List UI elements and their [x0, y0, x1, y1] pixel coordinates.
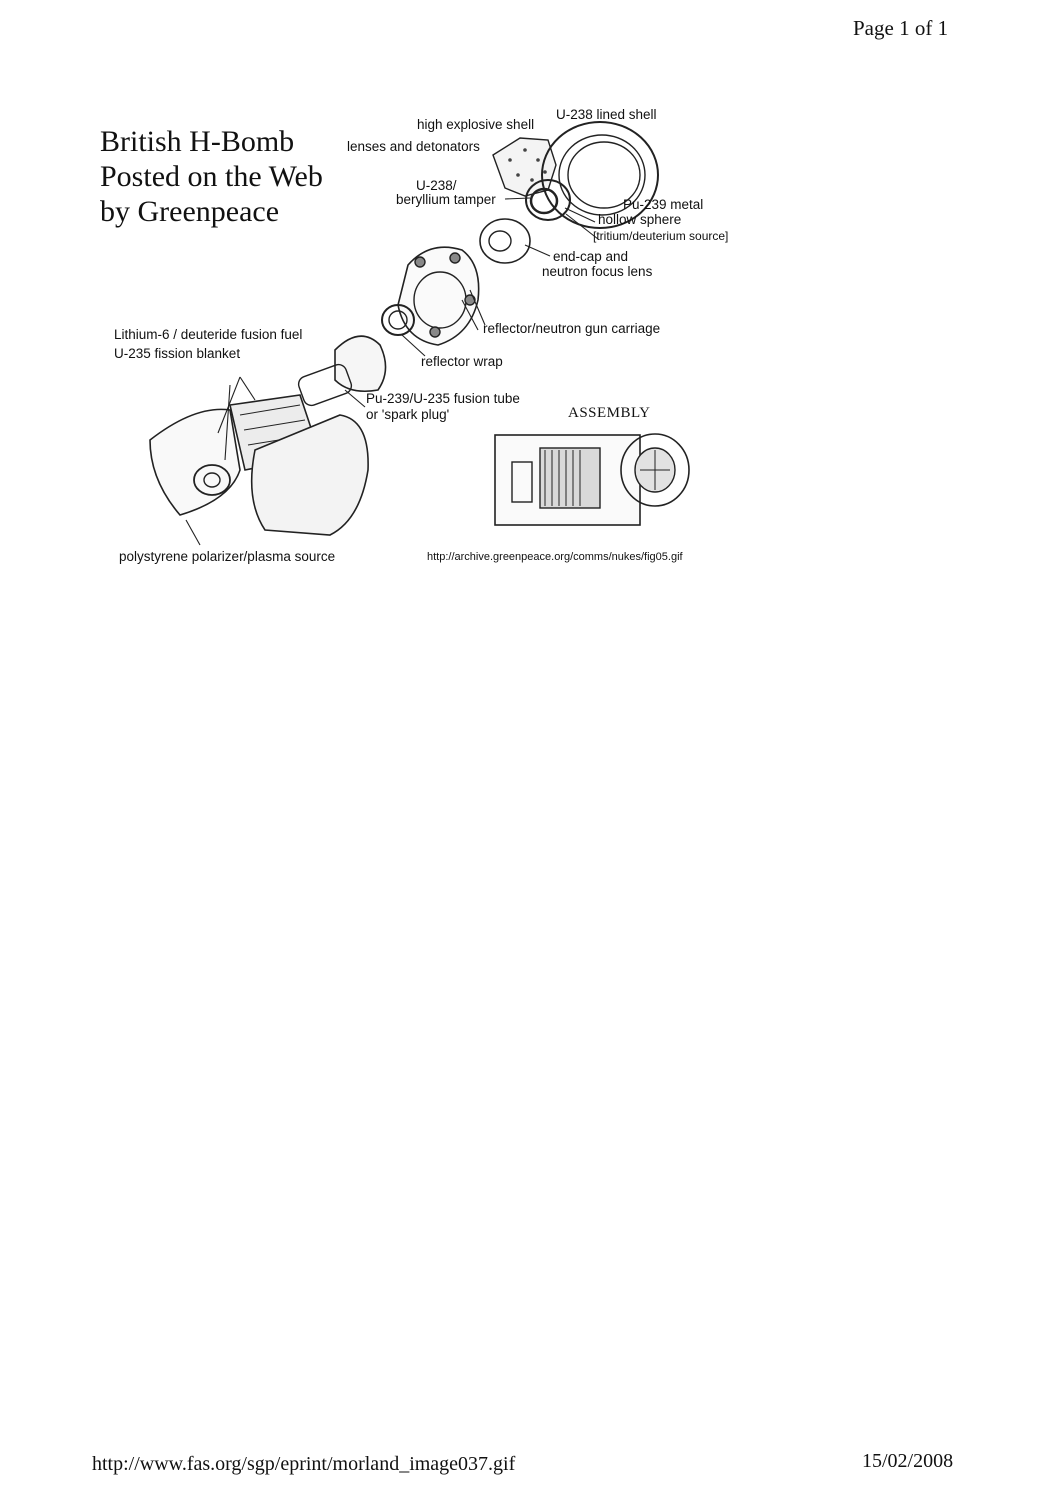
label-pu239-metal: Pu-239 metal — [623, 197, 704, 212]
label-reflector-wrap: reflector wrap — [421, 354, 503, 369]
footer-url[interactable]: http://www.fas.org/sgp/eprint/morland_image037.gif — [92, 1453, 516, 1475]
label-reflector-carriage: reflector/neutron gun carriage — [483, 321, 661, 336]
label-high-explosive-shell: high explosive shell — [417, 117, 535, 132]
label-hollow-sphere: hollow sphere — [598, 212, 682, 227]
label-lithium-fuel: Lithium-6 / deuteride fusion fuel — [114, 327, 303, 342]
title-line-1: British H-Bomb — [100, 125, 295, 158]
end-cap-shape — [480, 219, 530, 263]
label-beryllium-tamper: beryllium tamper — [396, 192, 496, 207]
label-spark-plug: or 'spark plug' — [366, 407, 450, 422]
footer-date: 15/02/2008 — [862, 1450, 954, 1472]
source-url: http://archive.greenpeace.org/comms/nukes/fig05.gif — [427, 551, 683, 563]
polarizer-shape — [150, 409, 240, 515]
label-tritium-source: [tritium/deuterium source] — [593, 229, 729, 243]
title-line-3: by Greenpeace — [100, 195, 280, 228]
exploded-bomb-diagram — [0, 0, 1058, 620]
high-explosive-shell-shape — [493, 138, 556, 196]
label-u238-lined-shell: U-238 lined shell — [556, 107, 657, 122]
label-u238-a: U-238/ — [416, 178, 457, 193]
label-lenses-detonators: lenses and detonators — [347, 139, 480, 154]
label-fusion-tube: Pu-239/U-235 fusion tube — [366, 391, 520, 406]
label-u235-blanket: U-235 fission blanket — [114, 346, 241, 361]
label-assembly: ASSEMBLY — [568, 405, 651, 421]
label-polystyrene: polystyrene polarizer/plasma source — [119, 549, 336, 564]
assembly-drawing — [495, 434, 689, 525]
label-neutron-focus: neutron focus lens — [542, 264, 653, 279]
page-number: Page 1 of 1 — [853, 16, 949, 40]
label-end-cap: end-cap and — [553, 249, 629, 264]
title-line-2: Posted on the Web — [100, 160, 323, 193]
